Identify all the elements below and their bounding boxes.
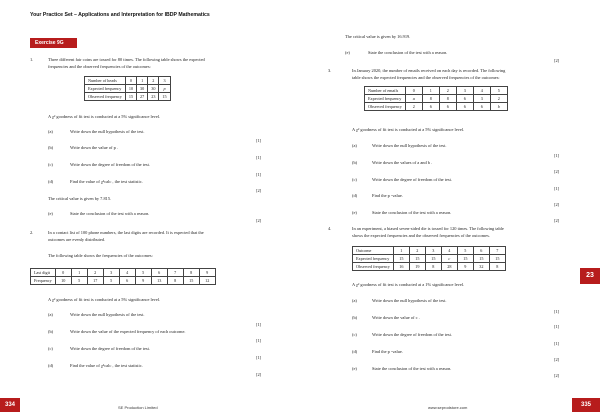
table-cell: 1 xyxy=(71,269,87,277)
table-cell: 3 xyxy=(103,269,119,277)
q2-number: 2. xyxy=(30,230,34,235)
q1-part-label: (b) xyxy=(48,145,54,150)
table-cell: 4 xyxy=(441,247,457,255)
page-number-right: 335 xyxy=(572,398,600,412)
q3-part-marks: [1] xyxy=(554,153,560,158)
table-cell: 2 xyxy=(148,77,159,85)
q2-part-text: Write down the degree of freedom of the test. xyxy=(70,346,150,351)
table-cell: Observed frequency xyxy=(85,93,126,101)
q2-part-text: Write down the value of the expected frequency of each outcome. xyxy=(70,329,186,334)
page-header: Your Practice Set – Applications and Interpretation for IBDP Mathematics xyxy=(30,12,210,18)
table-cell: 16 xyxy=(393,263,409,271)
q2-intro-line2: outcomes are evenly distributed. xyxy=(48,237,106,242)
table-cell: 9 xyxy=(457,263,473,271)
table-cell: 9 xyxy=(199,269,215,277)
table-cell: 6 xyxy=(151,269,167,277)
q3-part-label: (e) xyxy=(352,210,357,215)
q3-part-label: (b) xyxy=(352,160,358,165)
q4-part-label: (d) xyxy=(352,349,358,354)
table-cell: 5 xyxy=(103,277,119,285)
q4-part-text: Write down the value of c . xyxy=(372,315,420,320)
publisher-website: www.seprodstore.com xyxy=(428,405,468,410)
table-cell: 30 xyxy=(148,85,159,93)
q4-part-text: State the conclusion of the test with a reason. xyxy=(372,366,452,371)
q1-part-label: (c) xyxy=(48,162,53,167)
q1-part-text: Write down the null hypothesis of the test. xyxy=(70,129,145,134)
q3-number: 3. xyxy=(328,68,332,73)
q4-part-text: Find the p -value. xyxy=(372,349,403,354)
q4-part-marks: [1] xyxy=(554,324,560,329)
q2-part-label: (b) xyxy=(48,329,54,334)
q1-part-label: (e) xyxy=(48,211,53,216)
table-cell: 5 xyxy=(135,269,151,277)
q2-part-text: Write down the null hypothesis of the test. xyxy=(70,312,145,317)
table-cell: 15 xyxy=(159,93,170,101)
table-cell: 1 xyxy=(422,87,439,95)
q3-part-label: (c) xyxy=(352,177,357,182)
table-cell: 10 xyxy=(55,277,71,285)
table-cell: 3 xyxy=(425,247,441,255)
right-critical-value: The critical value is given by 16.919. xyxy=(345,34,411,39)
table-cell: 0 xyxy=(55,269,71,277)
q4-table xyxy=(352,246,506,271)
q2-part-marks: [1] xyxy=(256,322,262,327)
q3-part-text: Write down the values of a and b . xyxy=(372,160,433,165)
table-cell: 15 xyxy=(489,255,505,263)
table-cell: Outcome xyxy=(353,247,394,255)
right-part-marks: [2] xyxy=(554,58,560,63)
q3-table xyxy=(364,86,508,111)
table-cell: 8 xyxy=(167,277,183,285)
table-cell: 3 xyxy=(159,77,170,85)
table-cell: b xyxy=(490,103,507,111)
table-cell: 3 xyxy=(456,87,473,95)
q1-intro-line1: Three different fair coins are tossed for 80 times. The following table shows the expected xyxy=(48,57,205,62)
table-cell: 27 xyxy=(137,93,148,101)
q4-part-label: (e) xyxy=(352,366,357,371)
table-cell: 15 xyxy=(183,277,199,285)
table-cell: 9 xyxy=(135,277,151,285)
q4-part-text: Write down the degree of freedom of the test. xyxy=(372,332,452,337)
q1-table xyxy=(84,76,171,101)
table-cell: 15 xyxy=(457,255,473,263)
q1-part-marks: [1] xyxy=(256,138,262,143)
q1-part-text: State the conclusion of the test with a reason. xyxy=(70,211,150,216)
q1-intro-line2: frequencies and the observed frequencies of the outcomes: xyxy=(48,64,151,69)
q2-part-marks: [1] xyxy=(256,338,262,343)
table-cell: 15 xyxy=(473,255,489,263)
table-cell: 0 xyxy=(125,77,136,85)
q4-part-text: Write down the null hypothesis of the test. xyxy=(372,298,447,303)
q2-part-label: (a) xyxy=(48,312,53,317)
table-cell: 15 xyxy=(425,255,441,263)
table-cell: 8 xyxy=(439,95,456,103)
q4-part-label: (c) xyxy=(352,332,357,337)
table-cell: 5 xyxy=(71,277,87,285)
q4-intro-line2: shows the expected frequencies and the observed frequencies of the outcomes. xyxy=(352,233,490,238)
table-cell: 8 xyxy=(425,263,441,271)
table-cell: 8 xyxy=(183,269,199,277)
q4-part-label: (b) xyxy=(352,315,358,320)
q3-part-text: State the conclusion of the test with a reason. xyxy=(372,210,452,215)
table-cell: a xyxy=(405,95,422,103)
q4-chi-line: A χ² goodness of fit test is conducted at a 1% significance level. xyxy=(352,282,465,287)
table-cell: 28 xyxy=(441,263,457,271)
q4-number: 4. xyxy=(328,226,332,231)
page-number-left: 334 xyxy=(0,398,20,412)
table-cell: 3 xyxy=(473,95,490,103)
q3-chi-line: A χ² goodness of fit test is conducted at a 5% significance level. xyxy=(352,127,465,132)
table-cell: 6 xyxy=(456,103,473,111)
q1-part-text: Write down the value of p . xyxy=(70,145,118,150)
q1-chi-line: A χ² goodness of fit test is conducted at a 5% significance level. xyxy=(48,114,161,119)
table-cell: 2 xyxy=(490,95,507,103)
exercise-badge: Exercise 9G xyxy=(30,38,77,48)
table-cell: 2 xyxy=(405,103,422,111)
table-cell: Last digit xyxy=(31,269,56,277)
table-cell: 2 xyxy=(409,247,425,255)
q1-part-marks: [2] xyxy=(256,188,262,193)
q1-part-label: (d) xyxy=(48,179,54,184)
chapter-tab: 23 xyxy=(580,268,600,284)
table-cell: 15 xyxy=(393,255,409,263)
table-cell: 23 xyxy=(148,93,159,101)
q2-part-text: Find the value of χ²calc , the test statistic. xyxy=(70,363,143,368)
q1-number: 1. xyxy=(30,57,34,62)
q4-part-marks: [1] xyxy=(554,341,560,346)
q1-part-marks: [1] xyxy=(256,155,262,160)
q3-part-marks: [1] xyxy=(554,186,560,191)
table-cell: 1 xyxy=(393,247,409,255)
table-cell: 10 xyxy=(125,85,136,93)
q1-part-text: Find the value of χ²calc , the test statistic. xyxy=(70,179,143,184)
table-cell: 15 xyxy=(125,93,136,101)
table-cell: Number of emails xyxy=(365,87,406,95)
q4-part-marks: [2] xyxy=(554,357,560,362)
q3-part-marks: [2] xyxy=(554,218,560,223)
table-cell: 6 xyxy=(473,247,489,255)
table-cell: Expected frequency xyxy=(353,255,394,263)
q1-part-label: (a) xyxy=(48,129,53,134)
table-cell: 5 xyxy=(457,247,473,255)
table-cell: Observed frequency xyxy=(365,103,406,111)
table-cell: 6 xyxy=(456,95,473,103)
q1-critical-value: The critical value is given by 7.815. xyxy=(48,196,112,201)
publisher-name: SE Production Limited xyxy=(118,405,158,410)
table-cell: 6 xyxy=(473,103,490,111)
table-cell: 7 xyxy=(167,269,183,277)
table-cell: c xyxy=(441,255,457,263)
table-cell: 6 xyxy=(422,103,439,111)
table-cell: Expected frequency xyxy=(85,85,126,93)
q4-part-label: (a) xyxy=(352,298,357,303)
table-cell: 4 xyxy=(119,269,135,277)
table-cell: 12 xyxy=(199,277,215,285)
table-cell: 5 xyxy=(490,87,507,95)
q3-part-marks: [2] xyxy=(554,169,560,174)
table-cell: Expected frequency xyxy=(365,95,406,103)
right-part-text: State the conclusion of the test with a reason. xyxy=(368,50,448,55)
table-cell: 19 xyxy=(409,263,425,271)
right-part-label: (e) xyxy=(345,50,350,55)
q2-part-label: (d) xyxy=(48,363,54,368)
table-cell: 6 xyxy=(439,103,456,111)
table-cell: 8 xyxy=(422,95,439,103)
q2-table xyxy=(30,268,216,285)
q1-part-text: Write down the degree of freedom of the test. xyxy=(70,162,150,167)
table-cell: 15 xyxy=(409,255,425,263)
q2-intro-line3: The following table shows the frequencies of the outcomes: xyxy=(48,253,153,258)
table-cell: 17 xyxy=(87,277,103,285)
q3-part-label: (d) xyxy=(352,193,358,198)
q4-part-marks: [2] xyxy=(554,373,560,378)
q2-part-marks: [1] xyxy=(256,355,262,360)
q3-intro-line2: table shows the expected frequencies and the observed frequencies of the outcomes: xyxy=(352,75,500,80)
q4-part-marks: [1] xyxy=(554,309,560,314)
table-cell: 2 xyxy=(439,87,456,95)
q3-part-marks: [2] xyxy=(554,202,560,207)
table-cell: 6 xyxy=(119,277,135,285)
table-cell: Number of heads xyxy=(85,77,126,85)
q3-part-text: Write down the degree of freedom of the test. xyxy=(372,177,452,182)
q1-part-marks: [1] xyxy=(256,172,262,177)
table-cell: 32 xyxy=(473,263,489,271)
q2-part-marks: [2] xyxy=(256,372,262,377)
table-cell: 30 xyxy=(137,85,148,93)
table-cell: 4 xyxy=(473,87,490,95)
q3-part-label: (a) xyxy=(352,143,357,148)
q2-intro-line1: In a contact list of 100 phone numbers, the last digits are recorded. It is expected that the xyxy=(48,230,204,235)
q2-part-label: (c) xyxy=(48,346,53,351)
q3-part-text: Find the p -value. xyxy=(372,193,403,198)
q3-part-text: Write down the null hypothesis of the test. xyxy=(372,143,447,148)
q1-part-marks: [2] xyxy=(256,218,262,223)
table-cell: 13 xyxy=(151,277,167,285)
table-cell: 0 xyxy=(405,87,422,95)
table-cell: 8 xyxy=(489,263,505,271)
q2-chi-line: A χ² goodness of fit test is conducted at a 5% significance level. xyxy=(48,297,161,302)
table-cell: Observed frequency xyxy=(353,263,394,271)
table-cell: 1 xyxy=(137,77,148,85)
table-cell: 7 xyxy=(489,247,505,255)
table-cell: 2 xyxy=(87,269,103,277)
q4-intro-line1: In an experiment, a biased seven-sided die is tossed for 120 times. The following table xyxy=(352,226,504,231)
table-cell: p xyxy=(159,85,170,93)
table-cell: Frequency xyxy=(31,277,56,285)
q3-intro-line1: In January 2020, the number of emails received on each day is recorded. The following xyxy=(352,68,506,73)
